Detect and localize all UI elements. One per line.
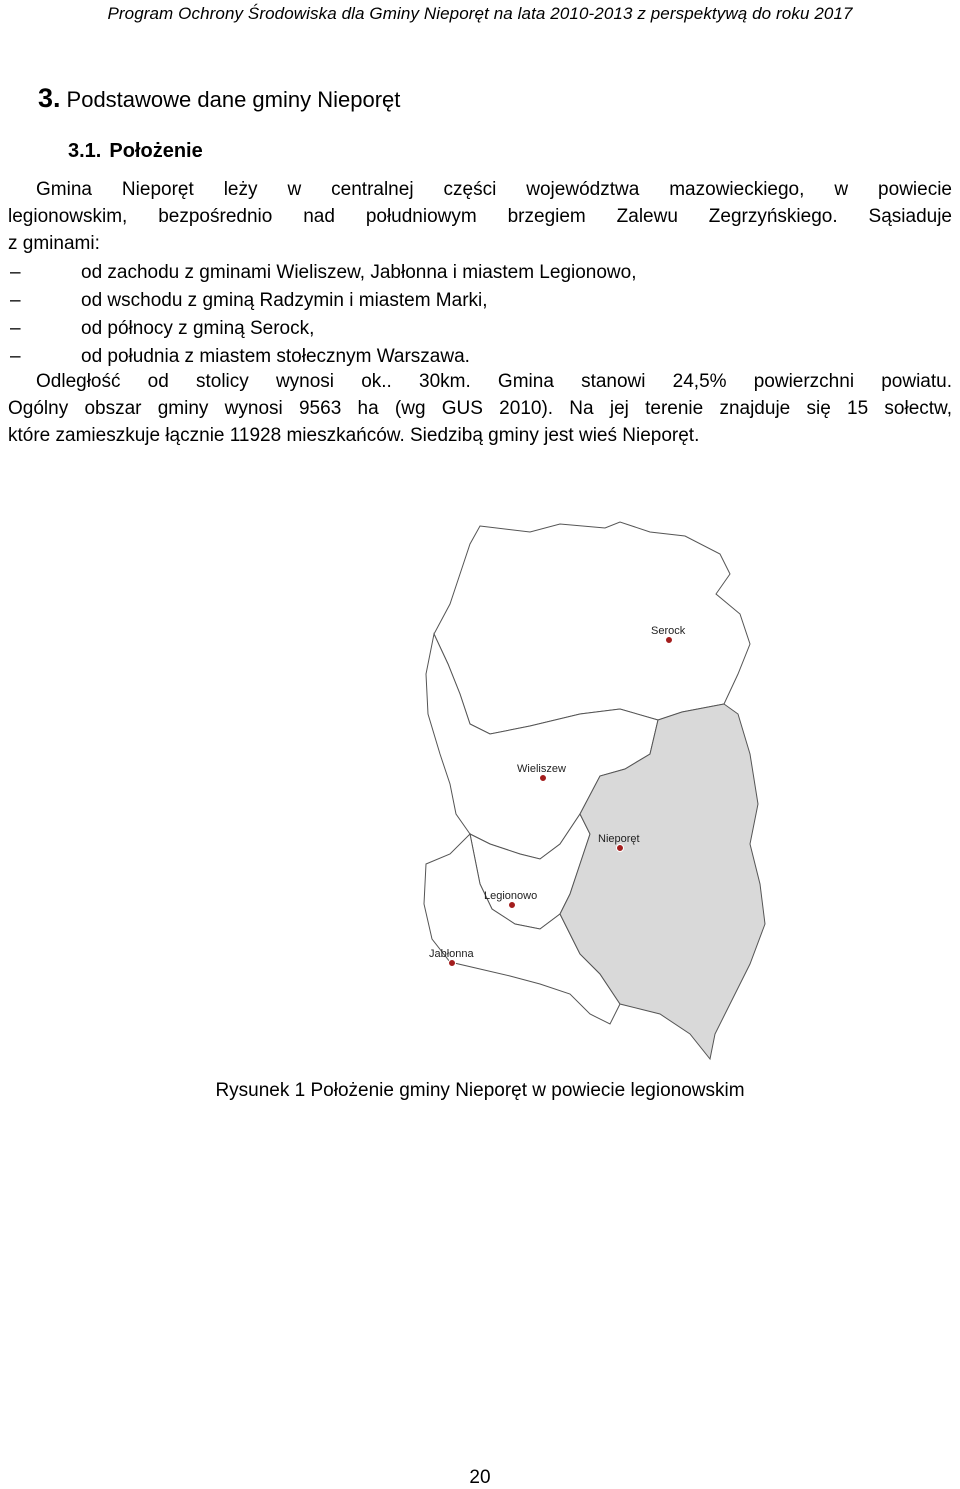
town-marker-nieporet (617, 845, 624, 852)
subsection-heading (68, 140, 203, 163)
map-label-serock: Serock (651, 625, 686, 637)
list-item-text: od wschodu z gminą Radzymin i miastem Marki, (81, 290, 488, 311)
county-map (420, 514, 780, 1064)
subsection-number: 3.1. (68, 140, 102, 162)
bullet-dash: – (10, 346, 21, 367)
map-label-jablonna: Jabłonna (429, 948, 474, 960)
list-item-text: od południa z miastem stołecznym Warszawa. (81, 346, 470, 367)
figure-caption: Rysunek 1 Położenie gminy Nieporęt w powiecie legionowskim (215, 1080, 745, 1101)
intro-paragraph (8, 176, 952, 257)
list-item-text: od północy z gminą Serock, (81, 318, 315, 339)
section-title: Podstawowe dane gminy Nieporęt (66, 87, 401, 112)
running-header: Program Ochrony Środowiska dla Gminy Nieporęt na lata 2010-2013 z perspektywą do roku 2017 (107, 4, 853, 23)
intro-line: legionowskim, bezpośrednio nad południowym brzegiem Zalewu Zegrzyńskiego. Sąsiaduje (8, 206, 952, 227)
page-number: 20 (469, 1467, 491, 1488)
closing-line: Odległość od stolicy wynosi ok.. 30km. Gmina stanowi 24,5% powierzchni powiatu. (36, 371, 952, 392)
town-marker-legionowo (509, 902, 516, 909)
town-marker-jablonna (449, 960, 456, 967)
map-label-nieporet: Nieporęt (598, 833, 640, 845)
closing-line: które zamieszkuje łącznie 11928 mieszkańców. Siedzibą gminy jest wieś Nieporęt. (8, 425, 700, 446)
bullet-dash: – (10, 290, 21, 311)
map-label-wieliszew: Wieliszew (517, 763, 566, 775)
bullet-dash: – (10, 262, 21, 283)
list-item-text: od zachodu z gminami Wieliszew, Jabłonna i miastem Legionowo, (81, 262, 637, 283)
town-marker-serock (666, 637, 673, 644)
town-marker-wieliszew (540, 775, 547, 782)
closing-line: Ogólny obszar gminy wynosi 9563 ha (wg GUS 2010). Na jej terenie znajduje się 15 sołectw, (8, 398, 952, 419)
region-serock (434, 522, 750, 734)
map-label-legionowo: Legionowo (484, 890, 538, 902)
bullet-dash: – (10, 318, 21, 339)
intro-line: z gminami: (8, 233, 100, 254)
section-number: 3. (38, 83, 61, 113)
intro-line: Gmina Nieporęt leży w centralnej części województwa mazowieckiego, w powiecie (36, 179, 952, 200)
subsection-title: Położenie (109, 140, 203, 162)
county-map-svg (420, 514, 780, 1064)
closing-paragraph (8, 368, 952, 449)
section-heading (38, 83, 400, 114)
